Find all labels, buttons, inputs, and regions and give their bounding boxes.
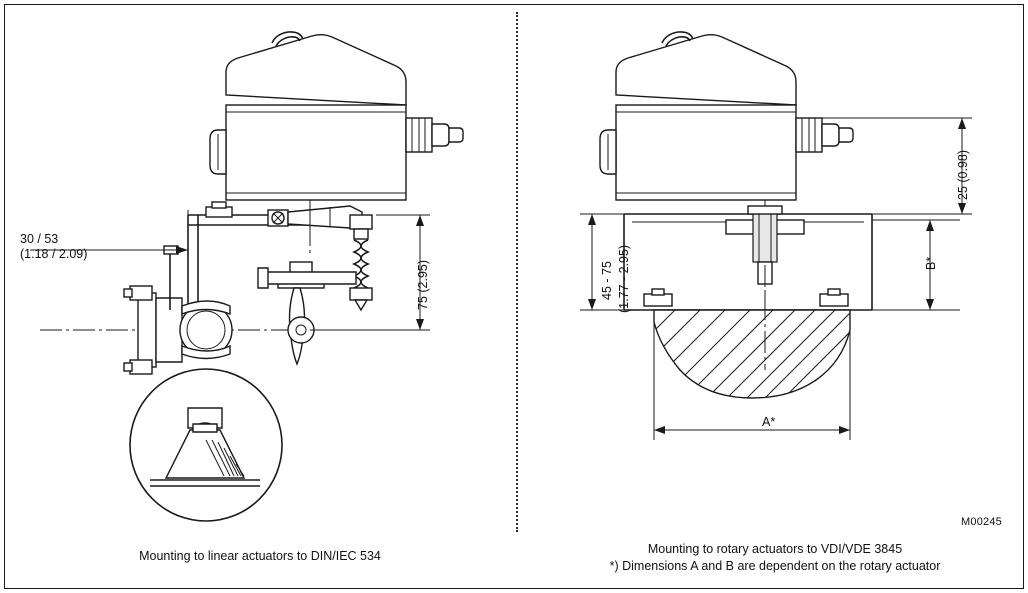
dim-offset-line2: (1.18 / 2.09) xyxy=(20,247,88,261)
left-panel-drawing xyxy=(10,10,520,535)
dim-offset-left xyxy=(20,232,87,262)
dim-45-75 xyxy=(600,261,615,300)
right-caption-line1: Mounting to rotary actuators to VDI/VDE 3845 xyxy=(647,542,903,556)
drawing-code: M00245 xyxy=(961,516,1002,528)
dim-45-75-sub xyxy=(617,245,632,313)
dim-offset-line1: 30 / 53 xyxy=(20,232,59,246)
right-caption xyxy=(540,541,1010,575)
dim-a-star: A* xyxy=(762,415,776,429)
dim-height-75: 75 (2.95) xyxy=(416,259,430,310)
right-panel-drawing xyxy=(520,10,1020,535)
dim-b-star: B* xyxy=(924,256,938,270)
dim-45-75-line2: (1.77 - 2.95) xyxy=(617,244,631,313)
right-caption-line2: *) Dimensions A and B are dependent on the rotary actuator xyxy=(609,559,941,573)
dim-45-75-line1: 45 - 75 xyxy=(600,261,614,300)
dim-25: 25 (0.98) xyxy=(956,149,970,200)
left-caption xyxy=(40,548,480,565)
left-caption-text: Mounting to linear actuators to DIN/IEC 534 xyxy=(139,549,381,563)
